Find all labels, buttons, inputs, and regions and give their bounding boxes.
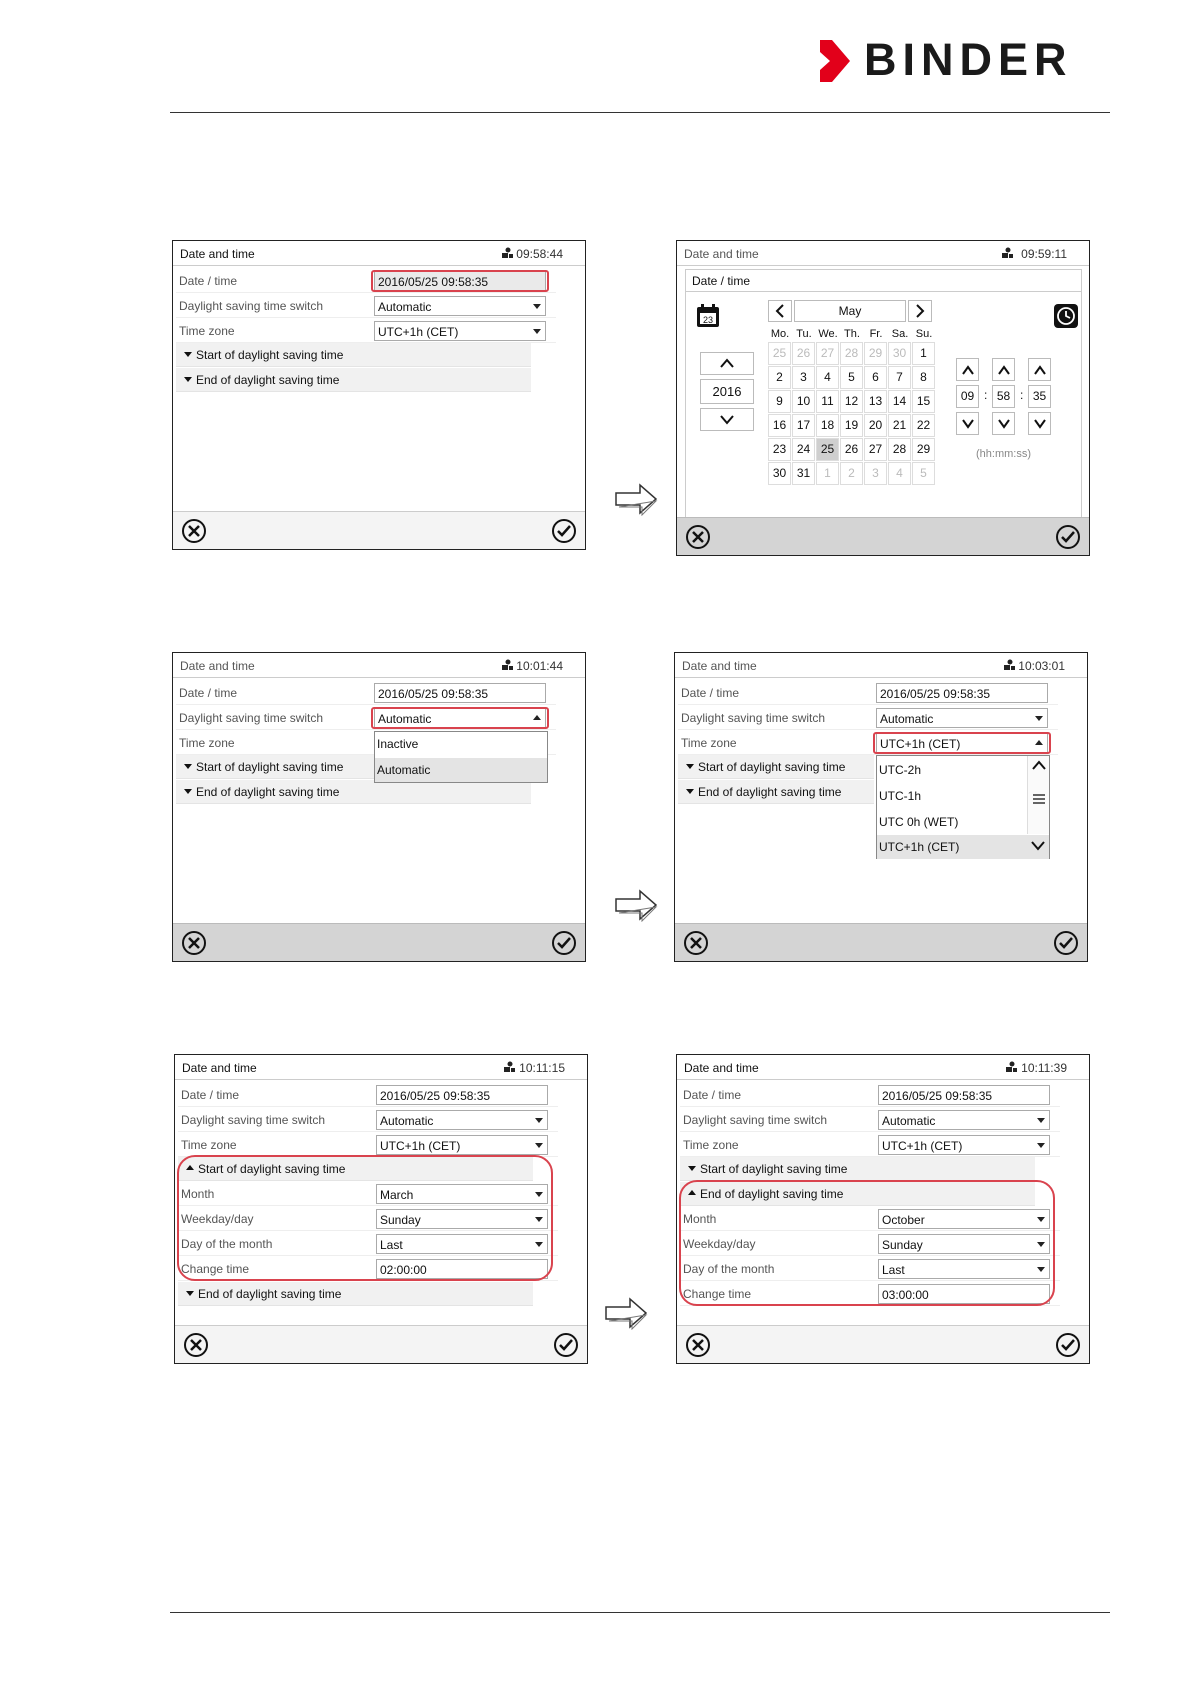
user-lock-icon bbox=[501, 659, 513, 671]
title-bar bbox=[675, 653, 1087, 678]
hours-down-button[interactable] bbox=[956, 412, 979, 435]
calendar-day[interactable]: 20 bbox=[864, 414, 887, 437]
label-month: Month bbox=[181, 1187, 215, 1201]
select-dst-switch[interactable]: Automatic bbox=[878, 1110, 1050, 1130]
expand-icon bbox=[186, 1291, 194, 1296]
calendar-day[interactable]: 27 bbox=[816, 342, 839, 365]
scroll-handle-icon[interactable] bbox=[1033, 794, 1045, 804]
field-change-time[interactable]: 03:00:00 bbox=[878, 1284, 1050, 1304]
weekday-header: We. bbox=[818, 328, 838, 340]
calendar-day[interactable]: 10 bbox=[792, 390, 815, 413]
label-time-zone: Time zone bbox=[683, 1138, 739, 1152]
title-bar bbox=[677, 241, 1089, 266]
time-separator: : bbox=[1020, 388, 1024, 402]
prev-month-button[interactable] bbox=[768, 300, 792, 322]
screen-title: Date and time bbox=[180, 247, 255, 261]
highlight-start-dst-group bbox=[177, 1155, 553, 1281]
screen-title: Date and time bbox=[684, 1061, 759, 1075]
calendar-day[interactable]: 2 bbox=[840, 462, 863, 485]
dropdown-scrollbar[interactable] bbox=[1027, 756, 1049, 834]
expand-icon bbox=[688, 1166, 696, 1171]
section-end-dst[interactable] bbox=[678, 780, 874, 804]
section-label: End of daylight saving time bbox=[700, 1187, 844, 1201]
label-weekday: Weekday/day bbox=[683, 1237, 756, 1251]
option-utc-minus-2[interactable]: UTC-2h bbox=[879, 763, 922, 777]
label-day-of-month: Day of the month bbox=[683, 1262, 775, 1276]
select-time-zone[interactable]: UTC+1h (CET) bbox=[876, 733, 1048, 753]
cancel-icon[interactable] bbox=[683, 930, 709, 956]
calendar-day[interactable]: 27 bbox=[864, 438, 887, 461]
cancel-icon[interactable] bbox=[685, 1332, 711, 1358]
option-utc-plus-1[interactable]: UTC+1h (CET) bbox=[877, 835, 1049, 859]
weekday-header: Th. bbox=[844, 328, 860, 340]
clock-display: 10:11:15 bbox=[519, 1061, 565, 1075]
section-label: End of daylight saving time bbox=[698, 785, 842, 799]
calendar-day[interactable]: 28 bbox=[888, 438, 911, 461]
select-weekday[interactable]: Sunday bbox=[878, 1234, 1050, 1254]
year-down-button[interactable] bbox=[700, 408, 754, 431]
section-label: End of daylight saving time bbox=[198, 1287, 342, 1301]
select-dst-switch[interactable]: Automatic bbox=[374, 708, 546, 728]
footer-divider bbox=[170, 1612, 1110, 1613]
option-utc-minus-1[interactable]: UTC-1h bbox=[879, 789, 922, 803]
screen-title: Date and time bbox=[682, 659, 757, 673]
checkmark-icon[interactable] bbox=[1055, 524, 1081, 550]
checkmark-icon[interactable] bbox=[553, 1332, 579, 1358]
section-label: Start of daylight saving time bbox=[698, 760, 846, 774]
weekday-header: Su. bbox=[915, 328, 933, 340]
highlight-end-dst-group bbox=[679, 1180, 1055, 1306]
select-day-of-month[interactable]: Last bbox=[878, 1259, 1050, 1279]
expand-icon bbox=[686, 789, 694, 794]
select-dst-switch[interactable]: Automatic bbox=[374, 296, 546, 316]
screen-title: Date and time bbox=[180, 659, 255, 673]
expand-icon bbox=[184, 764, 192, 769]
calendar-day[interactable]: 31 bbox=[792, 462, 815, 485]
screen-dst-switch-dropdown bbox=[172, 652, 586, 962]
calendar-day[interactable]: 29 bbox=[864, 342, 887, 365]
row-date-time bbox=[176, 681, 556, 705]
calendar-day[interactable]: 12 bbox=[840, 390, 863, 413]
select-dst-switch[interactable]: Automatic bbox=[376, 1110, 548, 1130]
calendar-day[interactable]: 25 bbox=[768, 342, 791, 365]
calendar-day[interactable]: 2 bbox=[768, 366, 791, 389]
calendar-day[interactable]: 11 bbox=[816, 390, 839, 413]
checkmark-icon[interactable] bbox=[1055, 1332, 1081, 1358]
screen-start-dst-expanded bbox=[174, 1054, 588, 1364]
label-time-zone: Time zone bbox=[181, 1138, 237, 1152]
section-start-dst[interactable] bbox=[680, 1157, 1035, 1181]
calendar-day[interactable]: 5 bbox=[912, 462, 935, 485]
cancel-icon[interactable] bbox=[685, 524, 711, 550]
label-dst-switch: Daylight saving time switch bbox=[681, 711, 826, 725]
footer-bar bbox=[675, 923, 1087, 961]
option-automatic[interactable]: Automatic bbox=[375, 758, 547, 782]
chevron-down-icon bbox=[998, 419, 1010, 429]
label-date-time: Date / time bbox=[681, 686, 740, 700]
calendar-day[interactable]: 25 bbox=[816, 438, 839, 461]
calendar-day[interactable]: 15 bbox=[912, 390, 935, 413]
screen-end-dst-expanded bbox=[676, 1054, 1090, 1364]
screen-date-time-overview bbox=[172, 240, 586, 550]
section-label: End of daylight saving time bbox=[196, 785, 340, 799]
minutes-down-button[interactable] bbox=[992, 412, 1015, 435]
calendar-day[interactable]: 24 bbox=[792, 438, 815, 461]
calendar-day[interactable]: 4 bbox=[888, 462, 911, 485]
label-date-time: Date / time bbox=[181, 1088, 240, 1102]
select-weekday[interactable]: Sunday bbox=[376, 1209, 548, 1229]
calendar-day[interactable]: 21 bbox=[888, 414, 911, 437]
row-date-time bbox=[680, 1083, 1060, 1107]
label-day-of-month: Day of the month bbox=[181, 1237, 273, 1251]
calendar-day[interactable]: 6 bbox=[864, 366, 887, 389]
calendar-day[interactable]: 28 bbox=[840, 342, 863, 365]
select-month[interactable]: March bbox=[376, 1184, 548, 1204]
calendar-day[interactable]: 8 bbox=[912, 366, 935, 389]
clock-display: 10:01:44 bbox=[516, 659, 563, 673]
row-dst-switch bbox=[680, 1108, 1060, 1132]
user-lock-icon bbox=[1001, 247, 1013, 259]
cancel-icon[interactable] bbox=[183, 1332, 209, 1358]
screen-title: Date and time bbox=[182, 1061, 257, 1075]
expand-icon bbox=[184, 789, 192, 794]
row-time-zone bbox=[178, 1133, 558, 1157]
option-inactive[interactable]: Inactive bbox=[377, 737, 419, 751]
year-up-button[interactable] bbox=[700, 352, 754, 375]
title-bar bbox=[173, 653, 585, 678]
cancel-icon[interactable] bbox=[181, 930, 207, 956]
checkmark-icon[interactable] bbox=[1053, 930, 1079, 956]
label-change-time: Change time bbox=[683, 1287, 752, 1301]
field-date-time[interactable]: 2016/05/25 09:58:35 bbox=[876, 683, 1048, 703]
label-dst-switch: Daylight saving time switch bbox=[683, 1113, 828, 1127]
next-month-button[interactable] bbox=[908, 300, 932, 322]
user-lock-icon bbox=[1005, 1061, 1017, 1073]
time-zone-options bbox=[876, 755, 1050, 859]
minutes-value[interactable]: 58 bbox=[992, 385, 1015, 408]
weekday-header: Mo. bbox=[770, 328, 790, 340]
user-lock-icon bbox=[501, 247, 513, 259]
calendar-day[interactable]: 29 bbox=[912, 438, 935, 461]
calendar-day[interactable]: 1 bbox=[816, 462, 839, 485]
header-divider bbox=[170, 112, 1110, 113]
seconds-value[interactable]: 35 bbox=[1028, 385, 1051, 408]
title-bar bbox=[173, 241, 585, 266]
label-time-zone: Time zone bbox=[681, 736, 737, 750]
field-date-time[interactable]: 2016/05/25 09:58:35 bbox=[376, 1085, 548, 1105]
select-month[interactable]: October bbox=[878, 1209, 1050, 1229]
row-dst-switch bbox=[178, 1108, 558, 1132]
calendar-day[interactable]: 23 bbox=[768, 438, 791, 461]
calendar-day[interactable]: 4 bbox=[816, 366, 839, 389]
chevron-down-icon bbox=[1034, 419, 1046, 429]
chevron-up-icon bbox=[962, 365, 974, 375]
brand-arrow-icon bbox=[820, 40, 854, 82]
section-label: Start of daylight saving time bbox=[196, 348, 344, 362]
highlight-dst-switch bbox=[371, 707, 549, 729]
time-format-hint: (hh:mm:ss) bbox=[976, 448, 1031, 460]
calendar-day[interactable]: 22 bbox=[912, 414, 935, 437]
calendar-day[interactable]: 9 bbox=[768, 390, 791, 413]
section-end-dst[interactable] bbox=[178, 1282, 533, 1306]
highlight-date-time bbox=[371, 270, 549, 292]
checkmark-icon[interactable] bbox=[551, 930, 577, 956]
calendar-day[interactable]: 17 bbox=[792, 414, 815, 437]
expand-icon bbox=[686, 764, 694, 769]
row-time-zone bbox=[680, 1133, 1060, 1157]
screen-date-picker bbox=[676, 240, 1090, 556]
screen-title: Date and time bbox=[684, 247, 759, 261]
select-day-of-month[interactable]: Last bbox=[376, 1234, 548, 1254]
hours-up-button[interactable] bbox=[956, 358, 979, 381]
footer-bar bbox=[173, 511, 585, 549]
clock-display: 09:58:44 bbox=[516, 247, 563, 261]
footer-bar bbox=[175, 1325, 587, 1363]
section-start-dst[interactable] bbox=[176, 343, 531, 367]
year-value[interactable]: 2016 bbox=[700, 379, 754, 404]
chevron-down-icon bbox=[962, 419, 974, 429]
chevron-right-icon bbox=[915, 304, 925, 318]
field-date-time[interactable]: 2016/05/25 09:58:35 bbox=[374, 683, 546, 703]
calendar-day[interactable]: 7 bbox=[888, 366, 911, 389]
highlight-time-zone bbox=[873, 732, 1051, 754]
weekday-header: Tu. bbox=[796, 328, 812, 340]
calendar-day[interactable]: 1 bbox=[912, 342, 935, 365]
label-dst-switch: Daylight saving time switch bbox=[181, 1113, 326, 1127]
field-date-time[interactable]: 2016/05/25 09:58:35 bbox=[878, 1085, 1050, 1105]
clock-display: 10:11:39 bbox=[1021, 1061, 1067, 1075]
screen-time-zone-dropdown bbox=[674, 652, 1088, 962]
section-label: Start of daylight saving time bbox=[700, 1162, 848, 1176]
label-weekday: Weekday/day bbox=[181, 1212, 254, 1226]
title-bar bbox=[175, 1055, 587, 1080]
minutes-up-button[interactable] bbox=[992, 358, 1015, 381]
footer-bar bbox=[677, 1325, 1089, 1363]
select-time-zone[interactable]: UTC+1h (CET) bbox=[878, 1135, 1050, 1155]
row-dst-switch bbox=[678, 706, 1058, 730]
hours-value[interactable]: 09 bbox=[956, 385, 979, 408]
dst-switch-options bbox=[374, 731, 548, 783]
section-start-dst[interactable] bbox=[678, 755, 874, 779]
calendar-day[interactable]: 3 bbox=[864, 462, 887, 485]
date-picker-panel bbox=[685, 269, 1082, 519]
clock-display: 10:03:01 bbox=[1018, 659, 1065, 673]
binder-logo bbox=[820, 34, 1120, 85]
right-arrow-icon bbox=[604, 1296, 648, 1330]
weekday-header: Fr. bbox=[869, 328, 883, 340]
clock-icon[interactable] bbox=[1054, 304, 1078, 328]
chevron-up-icon bbox=[998, 365, 1010, 375]
option-utc-0[interactable]: UTC 0h (WET) bbox=[879, 815, 959, 829]
select-time-zone[interactable]: UTC+1h (CET) bbox=[376, 1135, 548, 1155]
calendar-day[interactable]: 26 bbox=[792, 342, 815, 365]
user-lock-icon bbox=[503, 1061, 515, 1073]
calendar-day[interactable]: 13 bbox=[864, 390, 887, 413]
label-month: Month bbox=[683, 1212, 717, 1226]
section-label: Start of daylight saving time bbox=[198, 1162, 346, 1176]
footer-bar bbox=[173, 923, 585, 961]
row-time-zone bbox=[176, 319, 556, 343]
chevron-down-icon bbox=[720, 415, 734, 425]
expand-icon bbox=[184, 352, 192, 357]
calendar-day[interactable]: 18 bbox=[816, 414, 839, 437]
row-date-time bbox=[178, 1083, 558, 1107]
calendar-day[interactable]: 19 bbox=[840, 414, 863, 437]
label-time-zone: Time zone bbox=[179, 324, 235, 338]
section-label: Start of daylight saving time bbox=[196, 760, 344, 774]
chevron-up-icon bbox=[720, 358, 734, 368]
calendar-day[interactable]: 26 bbox=[840, 438, 863, 461]
label-time-zone: Time zone bbox=[179, 736, 235, 750]
month-label: May bbox=[794, 300, 906, 322]
time-separator: : bbox=[984, 388, 988, 402]
calendar-day[interactable]: 30 bbox=[768, 462, 791, 485]
field-change-time[interactable]: 02:00:00 bbox=[376, 1259, 548, 1279]
calendar-icon[interactable] bbox=[696, 304, 720, 328]
right-arrow-icon bbox=[614, 888, 658, 922]
label-dst-switch: Daylight saving time switch bbox=[179, 711, 324, 725]
brand-name: BINDER bbox=[864, 34, 1073, 85]
right-arrow-icon bbox=[614, 482, 658, 516]
section-label: End of daylight saving time bbox=[196, 373, 340, 387]
calendar-day[interactable]: 16 bbox=[768, 414, 791, 437]
picker-title: Date / time bbox=[686, 270, 1081, 292]
calendar-day[interactable]: 14 bbox=[888, 390, 911, 413]
weekday-header: Sa. bbox=[891, 328, 909, 340]
label-dst-switch: Daylight saving time switch bbox=[179, 299, 324, 313]
scroll-up-icon[interactable] bbox=[1032, 760, 1046, 770]
label-date-time: Date / time bbox=[179, 686, 238, 700]
footer-bar bbox=[677, 517, 1089, 555]
row-date-time bbox=[678, 681, 1058, 705]
title-bar bbox=[677, 1055, 1089, 1080]
seconds-up-button[interactable] bbox=[1028, 358, 1051, 381]
section-end-dst[interactable] bbox=[176, 780, 531, 804]
scroll-down-icon[interactable] bbox=[1031, 841, 1045, 851]
svg-text:23: 23 bbox=[702, 315, 714, 325]
section-end-dst[interactable] bbox=[176, 368, 531, 392]
chevron-up-icon bbox=[1034, 365, 1046, 375]
label-change-time: Change time bbox=[181, 1262, 250, 1276]
calendar-day[interactable]: 5 bbox=[840, 366, 863, 389]
seconds-down-button[interactable] bbox=[1028, 412, 1051, 435]
label-date-time: Date / time bbox=[179, 274, 238, 288]
calendar-day[interactable]: 3 bbox=[792, 366, 815, 389]
checkmark-icon[interactable] bbox=[551, 518, 577, 544]
clock-display: 09:59:11 bbox=[1021, 247, 1067, 261]
select-dst-switch[interactable]: Automatic bbox=[876, 708, 1048, 728]
select-time-zone[interactable]: UTC+1h (CET) bbox=[374, 321, 546, 341]
label-date-time: Date / time bbox=[683, 1088, 742, 1102]
expand-icon bbox=[184, 377, 192, 382]
user-lock-icon bbox=[1003, 659, 1015, 671]
calendar-day[interactable]: 30 bbox=[888, 342, 911, 365]
row-dst-switch bbox=[176, 294, 556, 318]
cancel-icon[interactable] bbox=[181, 518, 207, 544]
field-date-time[interactable]: 2016/05/25 09:58:35 bbox=[374, 271, 546, 291]
chevron-left-icon bbox=[775, 304, 785, 318]
